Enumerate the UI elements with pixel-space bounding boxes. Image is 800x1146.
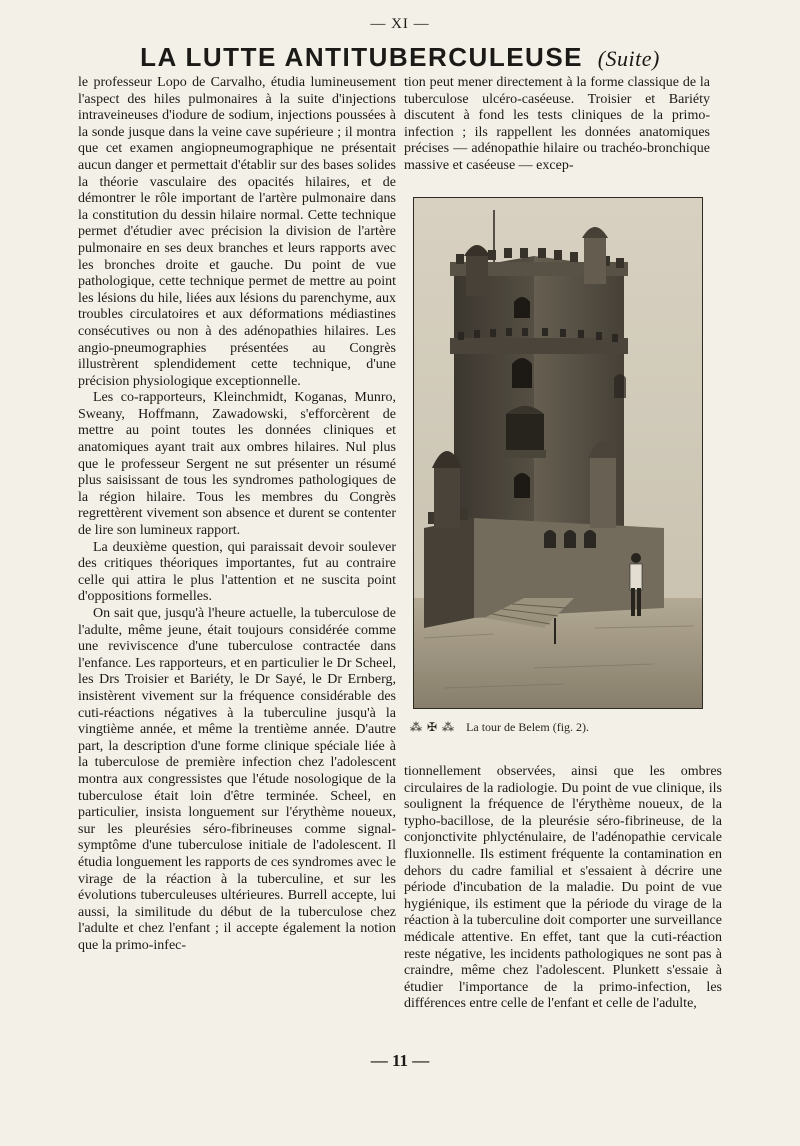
headline-suffix: (Suite)	[597, 46, 660, 71]
caption-ornament: ⁂ ✠ ⁂	[410, 720, 456, 734]
paragraph: tionnellement observées, ainsi que les ombres circulaires de la radiologie. Du point de vue clinique, ils soulignent la fréquence de l'érythème noueux, de la typho-bacillose, de la pleurésie séro-fibrineuse, de la conjonctivite phlycténulaire, de l'adénopathie cervicale fluxionnelle. Ils estiment fréquente la contamination en dehors du cadre familial et s'essaient à décrire une période d'incubation de la maladie. Du point de vue hygiénique, ils estiment que la période du virage de la réaction à la tuberculine doit comporter une surveillance médicale attentive. En effet, tant que la cuti-réaction reste négative, les incidents pathologiques ne sont pas à craindre, même chez l'adolescent. Plunkett s'essaie à étudier l'importance de la primo-infection, les différences entre celle de l'enfant et celle de l'adulte,	[404, 764, 722, 1012]
headline-title: LA LUTTE ANTITUBERCULEUSE	[140, 42, 583, 72]
caption-text: La tour de Belem (fig. 2).	[466, 720, 590, 734]
belem-tower-photo	[413, 197, 703, 709]
tower-illustration	[414, 198, 702, 708]
paragraph: La deuxième question, qui paraissait devoir soulever des critiques théoriques importantes, fut au contraire celle qui attira le plus l'attention et ne suscita point d'oppositions formelles.	[78, 539, 396, 605]
right-column-bottom	[404, 764, 722, 1013]
paragraph: le professeur Lopo de Carvalho, étudia lumineusement l'aspect des hiles pulmonaires à la suite d'injections intraveineuses d'iodure de sodium, injections poussées à la sonde jusque dans la veine cave supérieure ; il montra que cet examen angiopneumographique ne présentait aucun danger et permettait d'établir sur des bases solides la théorie vasculaire des opacités hilaires, et de démontrer le rôle important de l'artère pulmonaire dans la constitution du dessin hilaire normal. Cette technique permet d'étudier avec précision la division de l'artère pulmonaire en ses deux branches et leurs rapports avec les bronches droite et gauche. Du point de vue pathologique, cette technique permet de mettre au point les lésions du hile, liées aux lésions du parenchyme, aux troubles circulatoires et aux déformations médiastines consécutives ou non à des adénopathies hilaires. Les angio-pneumographies présentées au Congrès illustrèrent splendidement cette technique, d'une précision physiologique exceptionnelle.	[78, 75, 396, 389]
paragraph: Les co-rapporteurs, Kleinchmidt, Koganas, Munro, Sweany, Hoffmann, Zawadowski, s'efforcèrent de mettre au point toutes les données cliniques et anatomiques ayant trait aux ombres hilaires. Nul plus que le professeur Sergent ne sut présenter un résumé plus saisissant de tous les syndromes pathologiques de la région hilaire. Tous les membres du Congrès regrettèrent vivement son absence et durent se contenter de lire son lumineux rapport.	[78, 390, 396, 539]
paragraph: tion peut mener directement à la forme classique de la tuberculose ulcéro-caséeuse. Troisier et Bariéty discutent à fond les tests cliniques de la primo-infection ; ils rappellent les données anatomiques précises — adénopathie hilaire ou trachéo-bronchique massive et caséeuse — excep-	[404, 75, 710, 173]
paragraph: On sait que, jusqu'à l'heure actuelle, la tuberculose de l'adulte, même jeune, était toujours considérée comme une reviviscence d'une tuberculose contractée dans l'enfance. Les rapporteurs, et en particulier le Dr Scheel, les Drs Troisier et Bariéty, le Dr Sayé, le Dr Ernberg, insistèrent vivement sur la fréquence considérable des cuti-réactions négatives à la tuberculine jusqu'à la vingtième année, et même la trentième année. D'autre part, la description d'une forme clinique spéciale liée à la tuberculose de première infection chez l'adolescent montra aux congressistes que l'étude nosologique de la tuberculose était loin d'être terminée. Scheel, en particulier, insista longuement sur l'érythème noueux, sur les pleurésies séro-fibrineuses comme signal-symptôme d'une tuberculose initiale de l'adolescent. Il étudia longuement les rapports de ces syndromes avec le virage de la réaction à la tuberculine, et sur les évolutions tuberculeuses ultérieures. Burrell accepte, lui aussi, la similitude du début de la tuberculose chez l'adulte et chez l'enfant ; il accepte également la notion que la primo-infec-	[78, 606, 396, 953]
figure-caption	[410, 720, 720, 735]
article-headline	[0, 42, 800, 73]
right-column-top	[404, 75, 710, 175]
roman-page-number: — XI —	[370, 16, 430, 32]
page-number: — 11 —	[370, 1051, 430, 1070]
left-column	[78, 75, 396, 954]
